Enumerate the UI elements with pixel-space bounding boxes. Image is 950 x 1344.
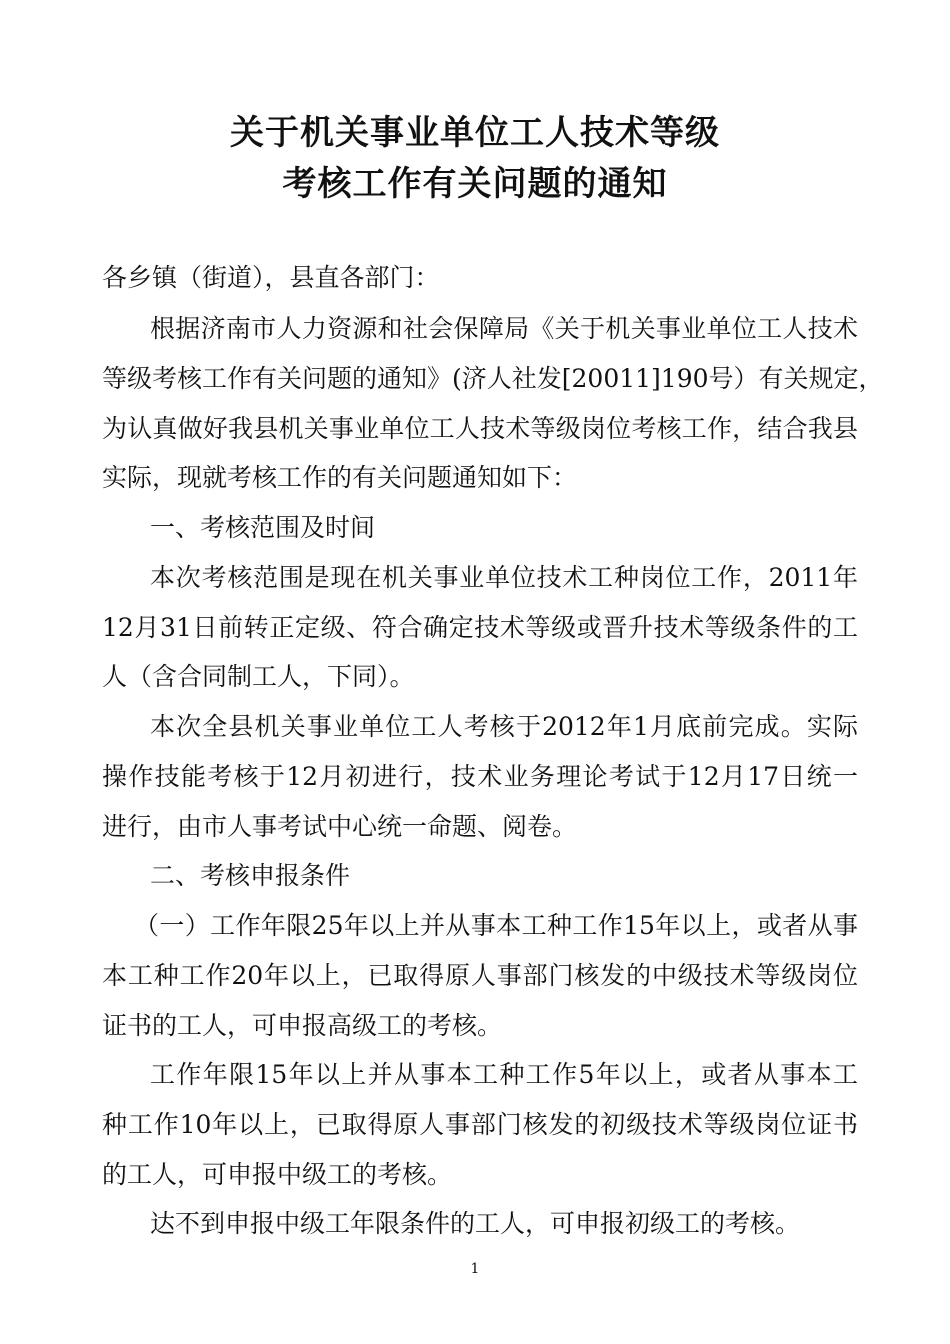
- intro-line-1: 根据济南市人力资源和社会保障局《关于机关事业单位工人技术: [150, 314, 858, 343]
- section-1-paragraph-2-line-3: 进行，由市人事考试中心统一命题、阅卷。: [102, 812, 578, 841]
- section-2-paragraph-2-line-1: 工作年限15年以上并从事本工种工作5年以上，或者从事本工: [150, 1060, 858, 1089]
- document-title-line-2: 考核工作有关问题的通知: [282, 164, 668, 204]
- section-2-paragraph-3-line-1: 达不到申报中级工年限条件的工人，可申报初级工的考核。: [150, 1209, 801, 1238]
- section-2-paragraph-2-line-3: 的工人，可申报中级工的考核。: [102, 1160, 453, 1189]
- section-2-paragraph-2-line-2: 种工作10年以上，已取得原人事部门核发的初级技术等级岗位证书: [102, 1110, 858, 1139]
- section-1-paragraph-1-line-1: 本次考核范围是现在机关事业单位技术工种岗位工作，2011年: [150, 563, 858, 592]
- page-number: 1: [470, 1261, 480, 1277]
- section-1-paragraph-1-line-2: 12月31日前转正定级、符合确定技术等级或晋升技术等级条件的工: [102, 613, 858, 642]
- salutation: 各乡镇（街道），县直各部门：: [102, 263, 440, 292]
- section-2-heading: 二、考核申报条件: [150, 861, 351, 890]
- section-1-paragraph-2-line-1: 本次全县机关事业单位工人考核于2012年1月底前完成。实际: [150, 712, 858, 741]
- intro-line-4: 实际，现就考核工作的有关问题通知如下：: [102, 463, 578, 492]
- section-2-paragraph-1-line-3: 证书的工人，可申报高级工的考核。: [102, 1011, 503, 1040]
- section-1-paragraph-1-line-3: 人（含合同制工人，下同）。: [102, 662, 415, 691]
- intro-line-3: 为认真做好我县机关事业单位工人技术等级岗位考核工作，结合我县: [102, 414, 858, 443]
- section-2-paragraph-1-line-1: （一）工作年限25年以上并从事本工种工作15年以上，或者从事: [134, 911, 858, 940]
- section-2-paragraph-1-line-2: 本工种工作20年以上，已取得原人事部门核发的中级技术等级岗位: [102, 961, 858, 990]
- section-1-heading: 一、考核范围及时间: [150, 513, 376, 542]
- section-1-paragraph-2-line-2: 操作技能考核于12月初进行，技术业务理论考试于12月17日统一: [102, 762, 858, 791]
- document-title-line-1: 关于机关事业单位工人技术等级: [230, 113, 720, 153]
- intro-line-2: 等级考核工作有关问题的通知》(济人社发[20011]190号）有关规定，: [102, 364, 884, 393]
